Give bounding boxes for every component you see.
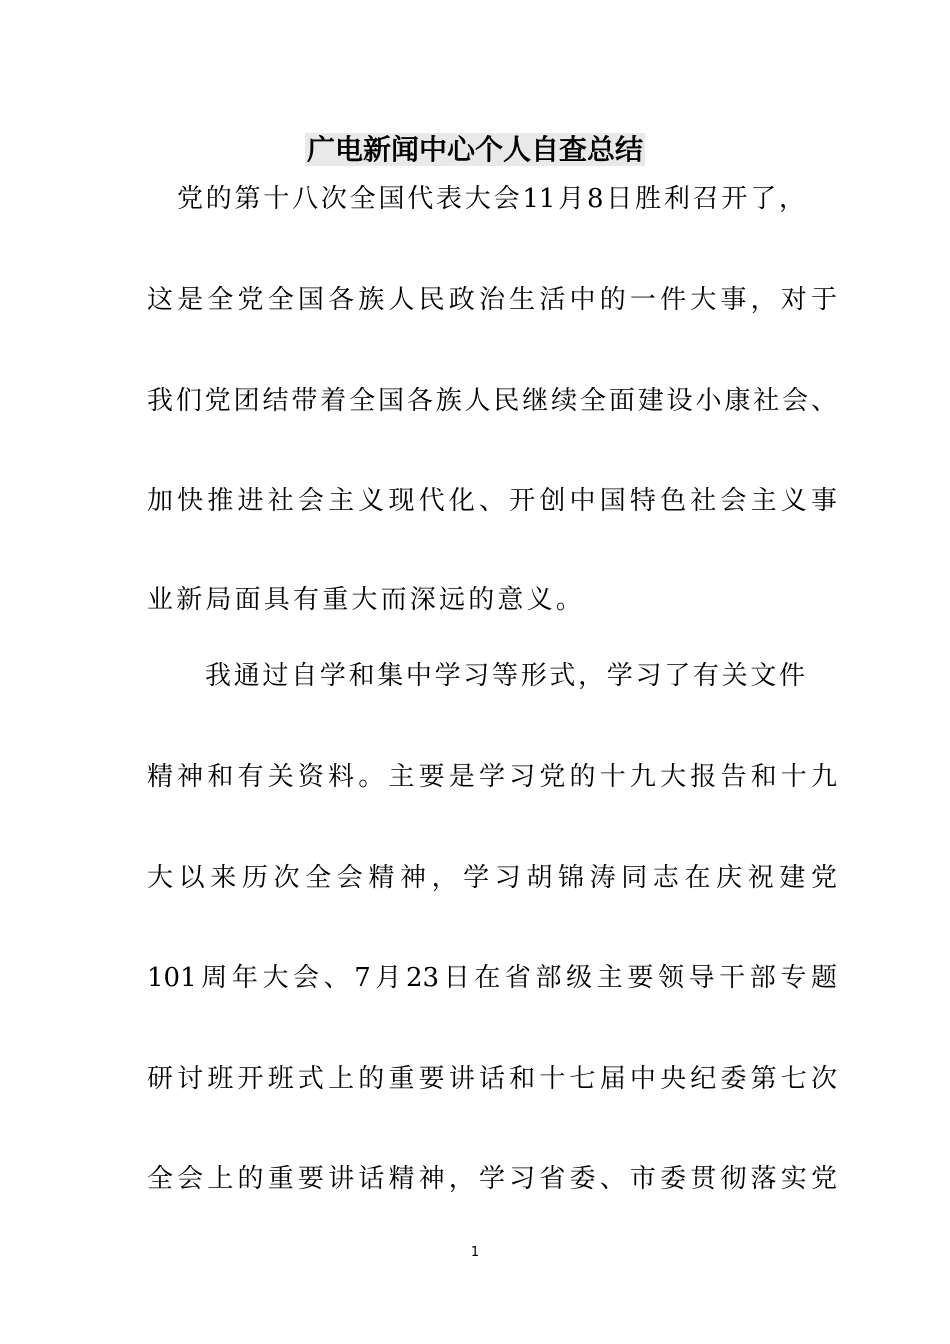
document-title [0, 128, 950, 172]
paragraph-line-5: 业新局面具有重大而深远的意义。 [147, 585, 586, 615]
paragraph-line-2: 这是全党全国各族人民政治生活中的一件大事，对于 [147, 285, 837, 315]
paragraph-line-11: 全会上的重要讲话精神，学习省委、市委贯彻落实党 [147, 1164, 837, 1194]
paragraph-line-7: 精神和有关资料。主要是学习党的十九大报告和十九 [147, 762, 837, 792]
paragraph-line-10: 研讨班开班式上的重要讲话和十七届中央纪委第七次 [147, 1064, 837, 1094]
paragraph-line-6: 我通过自学和集中学习等形式，学习了有关文件 [205, 661, 805, 691]
paragraph-line-8: 大以来历次全会精神，学习胡锦涛同志在庆祝建党 [147, 863, 837, 893]
paragraph-line-4: 加快推进社会主义现代化、开创中国特色社会主义事 [147, 486, 837, 516]
paragraph-line-9: 101周年大会、7月23日在省部级主要领导干部专题 [147, 963, 837, 993]
paragraph-line-1: 党的第十八次全国代表大会11月8日胜利召开了， [177, 184, 805, 214]
paragraph-line-3: 我们党团结带着全国各族人民继续全面建设小康社会、 [147, 386, 837, 416]
document-title-text: 广电新闻中心个人自查总结 [306, 133, 643, 166]
page-number: 1 [470, 1245, 480, 1260]
